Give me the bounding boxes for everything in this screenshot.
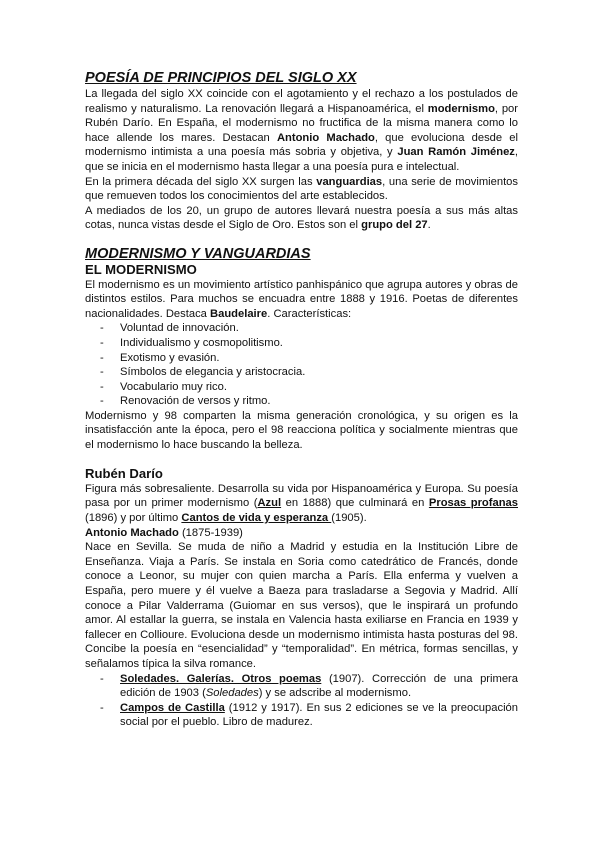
emphasized-text: Antonio Machado xyxy=(276,131,375,144)
text-run: Renovación de versos y ritmo. xyxy=(120,395,271,408)
emphasized-text: Cantos de vida y esperanza xyxy=(181,512,332,525)
text-run: , por Rubén Darío. En España, el modernismo no fructifica de la misma manera como lo hace allende los mares. Destacan xyxy=(85,102,518,144)
paragraph xyxy=(85,278,518,322)
emphasized-text: vanguardias xyxy=(316,175,383,188)
document-page xyxy=(85,70,518,730)
text-run: Individualismo y cosmopolitismo. xyxy=(120,336,283,349)
paragraph xyxy=(85,482,518,526)
text-run: El modernismo es un movimiento artístico panhispánico que agrupa autores y obras de distintos estilos. Para muchos se encuadra entre 1888 y 1916. Poetas de diferentes nacionalidades. Destaca xyxy=(85,278,518,320)
paragraph xyxy=(85,87,518,175)
list-item xyxy=(120,351,518,366)
list-item xyxy=(120,380,518,395)
text-run: A mediados de los 20, un grupo de autores llevará nuestra poesía a sus más altas cotas, nunca vistas desde el Siglo de Oro. Estos son el xyxy=(85,204,518,232)
emphasized-text: Soledades. Galerías. Otros poemas xyxy=(120,672,322,685)
section-heading: POESÍA DE PRINCIPIOS DEL SIGLO XX xyxy=(85,70,357,86)
emphasized-text: grupo del 27 xyxy=(361,219,428,232)
text-run: Figura más sobresaliente. Desarrolla su vida por Hispanoamérica y Europa. Su poesía pasa por un primer modernismo ( xyxy=(85,482,518,510)
text-run: En la primera década del siglo XX surgen las xyxy=(85,175,317,188)
paragraph xyxy=(85,175,518,204)
list-item xyxy=(120,321,518,336)
text-run: Nace en Sevilla. Se muda de niño a Madrid y estudia en la Institución Libre de Enseñanza. Viaja a París. Se instala en Soria como catedrático de Francés, donde conoce a Leonor, su mujer con quien marcha a París. Ella enferma y vuelven a España, pero muere y él vuelve a Baeza para trasladarse a Segovia y Madrid. Allí conoce a Pilar Valderrama (Guiomar en sus versos), que le inspirará un profundo amor. Al estallar la guerra, se instala en Valencia hasta exiliarse en Francia en 1939 y fallecer en Collioure. Evoluciona desde un modernismo intimista hasta posturas del 98. Concibe la poesía en “esencialidad” y “temporalidad”. En métrica, formas sencillas, y señalamos típica la silva romance. xyxy=(85,541,518,670)
emphasized-text: Campos de Castilla xyxy=(120,701,225,714)
text-run: (1896) y por último xyxy=(85,512,182,525)
list-item xyxy=(120,394,518,409)
text-run: . xyxy=(427,219,431,232)
text-run: , que se inicia en el modernismo hasta llegar a una poesía pura e intelectual. xyxy=(85,146,518,173)
emphasized-text: Prosas profanas xyxy=(428,497,518,510)
emphasized-text: Azul xyxy=(257,497,282,510)
text-run: (1912 y 1917). En sus 2 ediciones se ve la preocupación social por el pueblo. Libro de madurez. xyxy=(120,701,518,729)
list-item xyxy=(120,672,518,701)
paragraph xyxy=(85,526,518,541)
text-run: Soledades xyxy=(205,687,259,700)
paragraph xyxy=(85,409,518,453)
emphasized-text: modernismo xyxy=(427,102,495,115)
text-run: Voluntad de innovación. xyxy=(120,322,239,335)
text-run: ) y se adscribe al modernismo. xyxy=(258,687,412,700)
bullet-list xyxy=(85,672,518,730)
emphasized-text: Baudelaire xyxy=(210,307,268,320)
list-item xyxy=(120,701,518,730)
text-run: . Características: xyxy=(267,307,352,320)
section-heading: MODERNISMO Y VANGUARDIAS xyxy=(85,245,311,262)
emphasized-text: Antonio Machado xyxy=(85,526,179,539)
emphasized-text: Juan Ramón Jiménez xyxy=(397,146,515,159)
subheading: Rubén Darío xyxy=(85,466,163,482)
text-run: (1905). xyxy=(331,512,367,525)
list-item xyxy=(120,336,518,351)
bullet-list xyxy=(85,321,518,409)
text-run: Exotismo y evasión. xyxy=(120,351,220,364)
text-run: , que evoluciona desde el modernismo intimista a una poesía más sobria y objetiva, y xyxy=(85,131,518,159)
text-run: (1907). Corrección de una primera edición de 1903 ( xyxy=(120,672,518,700)
list-item xyxy=(120,365,518,380)
text-run: en 1888) que culminará en xyxy=(281,497,429,510)
paragraph xyxy=(85,204,518,233)
text-run: Modernismo y 98 comparten la misma generación cronológica, y su origen es la insatisfacción ante la época, pero el 98 reacciona política y socialmente mientras que el modernismo lo hace buscando la belleza. xyxy=(85,409,518,452)
paragraph xyxy=(85,540,518,671)
text-run: (1875-1939) xyxy=(178,526,243,539)
text-run: La llegada del siglo XX coincide con el agotamiento y el rechazo a los postulados de realismo y naturalismo. La renovación llegará a Hispanoamérica, el xyxy=(85,88,518,115)
text-run: Símbolos de elegancia y aristocracia. xyxy=(120,366,306,379)
subheading: EL MODERNISMO xyxy=(85,261,197,277)
text-run: , una serie de movimientos que remueven todos los conocimientos del arte establecidos. xyxy=(85,175,518,203)
text-run: Vocabulario muy rico. xyxy=(120,380,227,393)
